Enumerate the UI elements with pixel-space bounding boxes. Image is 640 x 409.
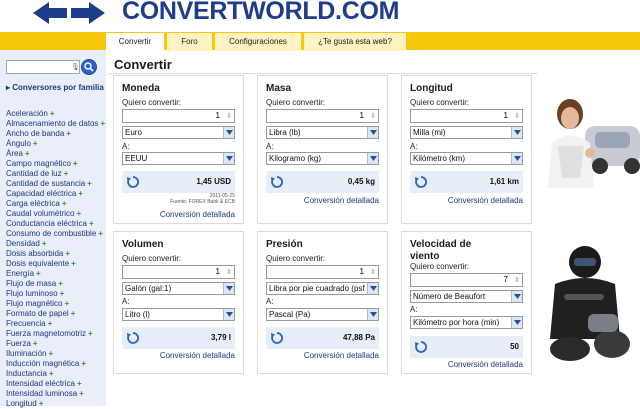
sidebar-item[interactable]: Consumo de combustible + bbox=[6, 229, 103, 238]
chevron-down-icon bbox=[511, 317, 522, 328]
spinner-icon[interactable]: ⇕ bbox=[226, 113, 232, 120]
to-unit-select[interactable]: Kilómetro por hora (min) bbox=[410, 316, 523, 329]
plus-icon: + bbox=[32, 139, 38, 148]
chevron-down-icon bbox=[223, 283, 234, 294]
card-title: Masa bbox=[266, 83, 292, 94]
result-value: 0,45 kg bbox=[347, 177, 375, 186]
plus-icon: + bbox=[76, 379, 82, 388]
to-label: A: bbox=[122, 142, 130, 151]
tab-foro[interactable]: Foro bbox=[167, 33, 212, 51]
to-unit-select[interactable]: Pascal (Pa) bbox=[266, 308, 379, 321]
converter-family-list bbox=[6, 109, 106, 409]
want-label: Quiero convertir: bbox=[410, 98, 470, 107]
result-value: 3,79 l bbox=[210, 333, 231, 342]
amount-input[interactable]: 1 ⇕ bbox=[122, 265, 235, 279]
sidebar-item[interactable]: Dosis absorbida + bbox=[6, 249, 71, 258]
sidebar-item[interactable]: Ángulo + bbox=[6, 139, 38, 148]
chevron-down-icon bbox=[367, 127, 378, 138]
result-box bbox=[122, 327, 235, 349]
spinner-icon[interactable]: ⇕ bbox=[514, 113, 520, 120]
result-box bbox=[122, 171, 235, 193]
sidebar-item[interactable]: Flujo magnético + bbox=[6, 299, 70, 308]
families-toggle[interactable] bbox=[6, 83, 104, 92]
detail-link[interactable]: Conversión detallada bbox=[447, 196, 523, 205]
refresh-icon[interactable] bbox=[270, 175, 284, 189]
plus-icon: + bbox=[66, 129, 71, 138]
motorcyclist-photo bbox=[540, 244, 640, 364]
tab-convertir[interactable]: Convertir bbox=[106, 33, 164, 51]
sidebar-item[interactable]: Intensidad luminosa + bbox=[6, 389, 84, 398]
chevron-down-icon bbox=[367, 309, 378, 320]
microphone-icon[interactable]: 🎙 bbox=[71, 64, 80, 71]
want-label: Quiero convertir: bbox=[266, 254, 326, 263]
refresh-icon[interactable] bbox=[414, 175, 428, 189]
plus-icon: + bbox=[72, 159, 78, 168]
plus-icon: + bbox=[88, 219, 94, 228]
want-label: Quiero convertir: bbox=[122, 254, 182, 263]
site-logo[interactable]: CONVERTWORLD.COM bbox=[122, 0, 400, 25]
plus-icon: + bbox=[61, 199, 67, 208]
search-input[interactable] bbox=[6, 60, 80, 74]
plus-icon: + bbox=[32, 339, 38, 348]
result-box bbox=[266, 171, 379, 193]
sidebar-item[interactable]: Densidad + bbox=[6, 239, 47, 248]
sidebar-item[interactable]: Inducción magnética + bbox=[6, 359, 87, 368]
rate-source-note: 2011-05-25 Fuente: FOREX Bank & ECB bbox=[170, 193, 235, 205]
plus-icon: + bbox=[100, 119, 106, 128]
to-label: A: bbox=[410, 305, 418, 314]
sidebar-item[interactable]: Inductancia + bbox=[6, 369, 54, 378]
want-label: Quiero convertir: bbox=[410, 262, 470, 271]
tab-configuraciones[interactable]: Configuraciones bbox=[215, 33, 301, 51]
detail-link[interactable]: Conversión detallada bbox=[159, 351, 235, 360]
chevron-down-icon bbox=[223, 127, 234, 138]
refresh-icon[interactable] bbox=[126, 331, 140, 345]
card-title: Velocidad de viento bbox=[410, 239, 472, 262]
card-title: Presión bbox=[266, 239, 303, 250]
result-box bbox=[410, 171, 523, 193]
sidebar-item[interactable]: Energía + bbox=[6, 269, 41, 278]
from-unit-select[interactable]: Milla (mi) bbox=[410, 126, 523, 139]
from-unit-select[interactable]: Libra (lb) bbox=[266, 126, 379, 139]
to-label: A: bbox=[122, 297, 130, 306]
plus-icon: + bbox=[78, 189, 83, 198]
sidebar-item[interactable]: Capacidad eléctrica + bbox=[6, 189, 83, 198]
to-label: A: bbox=[266, 297, 274, 306]
converter-card-moneda bbox=[113, 75, 244, 224]
sidebar-item[interactable]: Almacenamiento de datos + bbox=[6, 119, 106, 128]
from-unit-select[interactable]: Euro bbox=[122, 126, 235, 139]
plus-icon: + bbox=[98, 229, 103, 238]
chevron-down-icon bbox=[511, 291, 522, 302]
sidebar-item[interactable]: Fuerza magnetomotriz + bbox=[6, 329, 93, 338]
sidebar-item[interactable]: Fuerza + bbox=[6, 339, 38, 348]
plus-icon: + bbox=[59, 289, 65, 298]
sidebar bbox=[0, 50, 106, 406]
plus-icon: + bbox=[38, 399, 44, 408]
triangle-right-icon: ▸ bbox=[6, 83, 13, 92]
search-icon bbox=[84, 62, 94, 72]
sidebar-item[interactable]: Longitud + bbox=[6, 399, 44, 408]
result-value: 50 bbox=[510, 342, 519, 351]
to-unit-select[interactable]: Kilómetro (km) bbox=[410, 152, 523, 165]
plus-icon: + bbox=[70, 309, 76, 318]
amount-input[interactable]: 7 ⇕ bbox=[410, 273, 523, 287]
want-label: Quiero convertir: bbox=[122, 98, 182, 107]
tab-te-gusta[interactable]: ¿Te gusta esta web? bbox=[304, 33, 406, 51]
sidebar-item[interactable]: Caudal volumétrico + bbox=[6, 209, 82, 218]
result-box bbox=[266, 327, 379, 349]
sidebar-item[interactable]: Carga eléctrica + bbox=[6, 199, 67, 208]
sidebar-item[interactable]: Ancho de banda + bbox=[6, 129, 71, 138]
logo-arrows-icon bbox=[33, 0, 105, 26]
plus-icon: + bbox=[41, 239, 47, 248]
amount-input[interactable]: 1 ⇕ bbox=[266, 109, 379, 123]
from-unit-select[interactable]: Libra por pie cuadrado (psf bbox=[266, 282, 379, 295]
spinner-icon[interactable]: ⇕ bbox=[370, 269, 376, 276]
sidebar-item[interactable]: Área + bbox=[6, 149, 30, 158]
detail-link[interactable]: Conversión detallada bbox=[159, 210, 235, 219]
refresh-icon[interactable] bbox=[270, 331, 284, 345]
plus-icon: + bbox=[48, 369, 54, 378]
result-value: 1,45 USD bbox=[196, 177, 231, 186]
plus-icon: + bbox=[65, 249, 71, 258]
plus-icon: + bbox=[71, 259, 76, 268]
sidebar-item[interactable]: Conductancia eléctrica + bbox=[6, 219, 94, 228]
spinner-icon[interactable]: ⇕ bbox=[370, 113, 376, 120]
to-unit-select[interactable]: Kilogramo (kg) bbox=[266, 152, 379, 165]
sidebar-item[interactable]: Flujo de masa + bbox=[6, 279, 63, 288]
plus-icon: + bbox=[81, 359, 87, 368]
detail-link[interactable]: Conversión detallada bbox=[303, 351, 379, 360]
amount-input[interactable]: 1 ⇕ bbox=[122, 109, 235, 123]
chevron-down-icon bbox=[367, 153, 378, 164]
card-title: Longitud bbox=[410, 83, 453, 94]
sidebar-item[interactable]: Frecuencia + bbox=[6, 319, 53, 328]
sidebar-item[interactable]: Dosis equivalente + bbox=[6, 259, 76, 268]
plus-icon: + bbox=[58, 279, 63, 288]
chevron-down-icon bbox=[367, 283, 378, 294]
sidebar-item[interactable]: Cantidad de luz + bbox=[6, 169, 69, 178]
plus-icon: + bbox=[24, 149, 30, 158]
to-unit-select[interactable]: EEUU bbox=[122, 152, 235, 165]
converter-card-presion bbox=[257, 231, 388, 374]
plus-icon: + bbox=[76, 209, 82, 218]
plus-icon: + bbox=[48, 349, 54, 358]
families-label: Conversores por familia bbox=[12, 83, 104, 92]
refresh-icon[interactable] bbox=[126, 175, 140, 189]
from-unit-select[interactable]: Número de Beaufort bbox=[410, 290, 523, 303]
amount-input[interactable]: 1 ⇕ bbox=[266, 265, 379, 279]
sidebar-item[interactable]: Iluminación + bbox=[6, 349, 54, 358]
plus-icon: + bbox=[47, 319, 53, 328]
detail-link[interactable]: Conversión detallada bbox=[303, 196, 379, 205]
chevron-down-icon bbox=[511, 153, 522, 164]
plus-icon: + bbox=[87, 179, 92, 188]
from-unit-select[interactable]: Galón (gal:1) bbox=[122, 282, 235, 295]
page-title: Convertir bbox=[114, 57, 172, 72]
amount-input[interactable]: 1 ⇕ bbox=[410, 109, 523, 123]
to-label: A: bbox=[266, 142, 274, 151]
title-divider bbox=[108, 73, 538, 74]
plus-icon: + bbox=[36, 269, 41, 278]
plus-icon: + bbox=[64, 299, 70, 308]
to-unit-select[interactable]: Litro (l) bbox=[122, 308, 235, 321]
chevron-down-icon bbox=[223, 309, 234, 320]
sidebar-item[interactable]: Formato de papel + bbox=[6, 309, 76, 318]
sidebar-item[interactable]: Intensidad eléctrica + bbox=[6, 379, 82, 388]
plus-icon: + bbox=[63, 169, 69, 178]
chevron-down-icon bbox=[223, 153, 234, 164]
converter-card-volumen bbox=[113, 231, 244, 374]
result-value: 1,61 km bbox=[489, 177, 519, 186]
spinner-icon[interactable]: ⇕ bbox=[226, 269, 232, 276]
woman-with-car-photo bbox=[540, 98, 640, 188]
sidebar-item[interactable]: Cantidad de sustancia + bbox=[6, 179, 92, 188]
converter-card-velocidad-viento bbox=[401, 231, 532, 374]
detail-link[interactable]: Conversión detallada bbox=[447, 360, 523, 369]
spinner-icon[interactable]: ⇕ bbox=[514, 277, 520, 284]
card-title: Volumen bbox=[122, 239, 164, 250]
plus-icon: + bbox=[88, 329, 93, 338]
to-label: A: bbox=[410, 142, 418, 151]
sidebar-item[interactable]: Flujo luminoso + bbox=[6, 289, 65, 298]
converter-card-masa bbox=[257, 75, 388, 224]
chevron-down-icon bbox=[511, 127, 522, 138]
converter-card-longitud bbox=[401, 75, 532, 224]
result-value: 47,88 Pa bbox=[342, 333, 375, 342]
want-label: Quiero convertir: bbox=[266, 98, 326, 107]
refresh-icon[interactable] bbox=[414, 340, 428, 354]
plus-icon: + bbox=[79, 389, 84, 398]
plus-icon: + bbox=[49, 109, 55, 118]
sidebar-item[interactable]: Aceleración + bbox=[6, 109, 55, 118]
result-box bbox=[410, 336, 523, 358]
sidebar-item[interactable]: Campo magnético + bbox=[6, 159, 78, 168]
search-button[interactable] bbox=[81, 59, 97, 75]
card-title: Moneda bbox=[122, 83, 160, 94]
